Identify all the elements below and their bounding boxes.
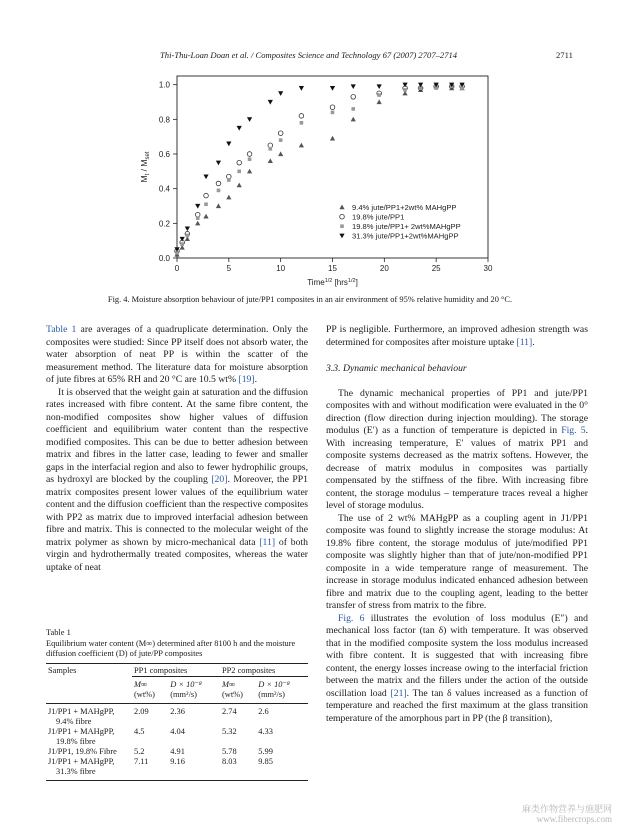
data-point [227, 178, 231, 182]
table-cell-sample [46, 747, 132, 757]
right-paragraph-3 [326, 513, 588, 613]
table-cell-m-pp2 [220, 747, 256, 757]
data-point [299, 86, 304, 91]
data-point [351, 107, 355, 111]
data-point [217, 189, 221, 193]
th-d-pp2: D × 10⁻⁸ [258, 679, 290, 689]
x-tick-label: 5 [226, 264, 232, 273]
x-tick-label: 15 [328, 264, 337, 273]
text-run: PP is negligible. Furthermore, an improved adhesion strength was determined for composites after moisture uptake [326, 324, 588, 348]
data-point [185, 226, 190, 231]
table-cell-d-pp1 [168, 747, 220, 757]
data-point [186, 234, 190, 238]
legend-label: 31.3% jute/PP1+2wt%MAHgPP [352, 231, 459, 241]
table-cell-d-pp1 [168, 727, 220, 747]
chart-legend [339, 203, 460, 241]
table-label: Table 1 [46, 628, 71, 637]
data-point [195, 221, 200, 226]
y-tick-label: 0.8 [158, 115, 170, 125]
x-tick-label: 0 [174, 264, 180, 273]
th-d-unit-pp1: (mm²/s) [168, 690, 220, 704]
table-cell-d-pp2 [256, 757, 308, 781]
table-cell-d-pp1 [168, 757, 220, 781]
text-run: It is observed that the weight gain at saturation and the diffusion rates increased with fibre content. At the same fibre content, the non-modified composites show higher values of diffusion coefficient and equilibrium water content than the respective modified composites. This can be due to better adhesion between matrix and fibres in the latter case, leading to fewer and smaller gaps in the interfacial region and also to fewer hydrophilic groups, as hydroxyl are blocked by the coupling [46, 386, 308, 485]
table-cell-m-pp2 [220, 757, 256, 781]
data-point [331, 111, 335, 115]
sample-fibre-content: 31.3% fibre [56, 766, 96, 776]
cell-value: 2.6 [258, 706, 269, 716]
text-run: . [532, 336, 535, 348]
table-row [46, 747, 308, 757]
th-m-inf-pp2: M∞ [221, 679, 235, 689]
table-row [46, 703, 308, 727]
running-header [0, 50, 620, 64]
text-run: . The tan δ values increased as a function of temperature and reached the first maximum at the glass transition temperature of the amorphous part in PP (the β transition), [326, 687, 588, 724]
text-run: of both virgin and hydrothermally treated composites, whereas the water uptake of neat [46, 536, 308, 573]
table-cell-m-pp1 [132, 747, 168, 757]
table-row [46, 757, 308, 781]
data-point [330, 136, 335, 141]
table-cell-m-pp1 [132, 703, 168, 727]
table-cell-d-pp2 [256, 747, 308, 757]
table-body [46, 703, 308, 780]
journal-citation: Thi-Thu-Loan Doan et al. / Composites Science and Technology 67 (2007) 2707–2714 [160, 50, 458, 60]
data-point [247, 152, 252, 157]
reference-link[interactable]: [11] [259, 536, 276, 548]
data-point [269, 147, 273, 151]
y-tick-label: 0.6 [158, 150, 170, 159]
reference-link[interactable]: [20] [211, 474, 228, 485]
reference-link[interactable]: Table 1 [46, 324, 77, 335]
reference-link[interactable]: [11] [516, 336, 533, 348]
legend-label: 9.4% jute/PP1+2wt% MAHgPP [352, 203, 457, 212]
th-pp2: PP2 composites [220, 663, 308, 676]
x-axis-label: Time$^{1/2}$ [hrs$^{1/2}$] [307, 278, 358, 287]
reference-link[interactable]: [21] [390, 687, 407, 699]
data-point [299, 143, 304, 148]
data-point [237, 160, 242, 165]
table-1-block [46, 628, 308, 781]
x-tick-label: 20 [379, 264, 389, 273]
cell-value: 4.04 [170, 726, 185, 736]
data-point [299, 114, 304, 119]
data-point [247, 117, 252, 122]
y-tick-label: 0.0 [158, 254, 170, 263]
moisture-absorption-chart [130, 70, 510, 292]
data-point [216, 181, 221, 186]
data-point [216, 203, 221, 208]
section-title: 3.3. Dynamic mechanical behaviour [326, 363, 467, 374]
cell-value: 2.36 [170, 706, 185, 716]
left-paragraph-2 [46, 387, 308, 575]
cell-value: 5.99 [258, 746, 273, 756]
th-d-unit-pp2: (mm²/s) [256, 690, 308, 704]
sample-fibre-content: 9.4% fibre [56, 716, 92, 726]
legend-marker [340, 224, 344, 228]
text-run: . [254, 374, 258, 385]
data-point [237, 183, 242, 188]
table-cell-m-pp2 [220, 703, 256, 727]
data-point [279, 138, 283, 142]
table-cell-d-pp2 [256, 703, 308, 727]
reference-link[interactable]: [19] [238, 374, 255, 385]
right-column [326, 324, 588, 725]
table-header-row [46, 663, 308, 676]
chart-axes [139, 76, 493, 287]
legend-label: 19.8% jute/PP1+ 2wt%MAHgPP [352, 222, 461, 231]
cell-value: 8.03 [221, 756, 237, 766]
data-point [204, 193, 209, 198]
cell-value: 5.2 [134, 746, 145, 756]
data-point [351, 84, 356, 89]
table-cell-m-pp2 [220, 727, 256, 747]
data-point [300, 121, 304, 125]
cell-value: 2.09 [134, 706, 149, 716]
table-cell-d-pp2 [256, 727, 308, 747]
th-m-inf-pp1: M∞ [134, 679, 147, 689]
table-subheader-row [46, 676, 308, 690]
table-caption: Equilibrium water content (M∞) determined after 8100 h and the moisture diffusion coefficient (D) of jute/PP composites [46, 638, 296, 658]
data-point [330, 105, 335, 110]
data-point [195, 212, 200, 217]
sample-fibre-content: 19.8% fibre [56, 736, 96, 746]
x-tick-label: 30 [483, 264, 493, 273]
table-cell-m-pp1 [132, 727, 168, 747]
text-run: The use of 2 wt% MAHgPP as a coupling agent in J1/PP1 composite was found to slightly increase the storage modulus: At 19.8% fibre content, the storage modulus of jute/modified PP1 composite was slightly higher than that of jute/non-modified PP1 composite in a wide temperature range of measurement. The increase in storage modulus indicated enhanced adhesion between fibre and matrix due to the coupling agent, leading to the better transfer of stress from matrix to the fibre. [326, 512, 588, 611]
sample-name: J1/PP1 + MAHgPP, [48, 706, 115, 716]
cell-value: 5.78 [221, 746, 237, 756]
y-tick-label: 0.2 [158, 219, 170, 229]
th-samples: Samples [46, 663, 132, 676]
data-point [248, 157, 252, 161]
legend-marker [339, 234, 344, 239]
legend-label: 19.8% jute/PP1 [352, 212, 405, 222]
right-paragraph-4 [326, 613, 588, 726]
data-point [195, 204, 200, 209]
table-cell-d-pp1 [168, 703, 220, 727]
table-cell-m-pp1 [132, 757, 168, 781]
figure-caption: Fig. 4. Moisture absorption behaviour of jute/PP1 composites in an air environment of 95% relative humidity and 20 °C. [107, 295, 513, 304]
y-axis-label: $M_t / M_{set}$ [139, 151, 151, 183]
cell-value: 5.32 [221, 726, 237, 736]
data-point [226, 142, 231, 147]
table-cell-sample [46, 757, 132, 781]
sample-name: J1/PP1 + MAHgPP, [48, 756, 115, 766]
data-point [351, 95, 356, 100]
table-1 [46, 663, 308, 781]
data-point [278, 151, 283, 156]
right-paragraph-2 [326, 388, 588, 513]
cell-value: 7.11 [134, 756, 149, 766]
data-point [278, 131, 283, 136]
table-cell-sample [46, 703, 132, 727]
cell-value: 4.91 [170, 746, 185, 756]
th-m-unit-pp2: (wt%) [220, 690, 256, 704]
right-paragraph-1 [326, 324, 588, 349]
data-point [377, 99, 382, 104]
data-point [203, 174, 208, 179]
table-cell-sample [46, 727, 132, 747]
text-run: are averages of a quadruplicate determination. Only the composites were studied: Since PP itself does not absorb water, the water absorption of neat PP is within the scatter of the measurement method. The literature data for moisture absorption of jute fibres at 65% RH and 20 °C are 10.5 wt% [46, 324, 308, 385]
reference-link[interactable]: Fig. 5 [561, 425, 586, 436]
watermark-line-1: 麻类作物营养与施肥网 [521, 804, 612, 814]
data-point [226, 195, 231, 200]
data-point [237, 170, 241, 174]
cell-value: 2.74 [221, 706, 237, 716]
y-tick-label: 1.0 [158, 80, 170, 90]
text-run: illustrates the evolution of loss modulus (E″) and mechanical loss factor (tan δ) with temperature. It was observed that in the modified composite system the loss modulus increased with fibre content. It is suggested that with increasing fibre content, the energy losses increase owing to the interfacial friction between the matrix and the fillers under the action of the outside oscillation load [326, 612, 588, 699]
data-point [403, 88, 407, 92]
th-d-pp1: D × 10⁻⁸ [170, 679, 202, 689]
cell-value: 4.33 [258, 726, 273, 736]
legend-marker [339, 205, 344, 210]
th-pp1: PP1 composites [132, 663, 220, 676]
data-point [237, 126, 242, 131]
text-run: . Moreover, the PP1 matrix composites present lower values of the equilibrium water content and the diffusion coefficient than the respective composites with PP2 as matrix due to improved interfacial adhesion between fibre and matrix. This is connected to the molecular weight of the matrix polymer as shown by micro-mechanical data [46, 474, 308, 548]
text-run: The dynamic mechanical properties of PP1 and jute/PP1 composites with and without modification were evaluated in the 0° direction (flow direction during injection moulding). The storage modulus (E′) as a function of temperature is depicted in [326, 387, 588, 436]
data-point [204, 202, 208, 206]
left-paragraph-1 [46, 324, 308, 387]
table-unit-row [46, 690, 308, 704]
data-point [330, 86, 335, 91]
reference-link[interactable]: Fig. 6 [338, 612, 365, 624]
data-point [216, 161, 221, 166]
data-point [268, 143, 273, 148]
data-point [268, 158, 273, 163]
x-tick-label: 10 [276, 264, 286, 273]
cell-value: 9.85 [258, 756, 273, 766]
text-run: . With increasing temperature, E′ values of matrix PP1 and composite systems decreased as the matrix softens. However, the decrease of matrix modulus in composites was partially compensated by the stiffness of the fibre. With increasing fibre content, the storage modulus – temperature traces reveal a higher level of storage modulus. [326, 425, 588, 511]
th-m-unit-pp1: (wt%) [132, 690, 168, 704]
data-point [377, 93, 381, 97]
x-tick-label: 25 [431, 264, 441, 273]
y-tick-label: 0.4 [158, 184, 170, 194]
data-point [278, 91, 283, 96]
data-point [203, 214, 208, 219]
cell-value: 9.16 [170, 756, 185, 766]
data-point [196, 216, 200, 220]
site-watermark [522, 804, 612, 824]
cell-value: 4.5 [134, 726, 145, 736]
page-number: 2711 [556, 50, 573, 60]
data-point [351, 117, 356, 122]
data-point [268, 100, 273, 105]
sample-name: J1/PP1, 19.8% Fibre [48, 746, 117, 756]
table-row [46, 727, 308, 747]
left-column [46, 324, 308, 574]
sample-name: J1/PP1 + MAHgPP, [48, 726, 115, 736]
data-point [377, 84, 382, 89]
data-point [227, 174, 232, 179]
data-point [247, 169, 252, 174]
watermark-line-2: www.fibercrops.com [536, 814, 612, 824]
data-point [180, 242, 184, 246]
legend-marker [340, 214, 345, 219]
